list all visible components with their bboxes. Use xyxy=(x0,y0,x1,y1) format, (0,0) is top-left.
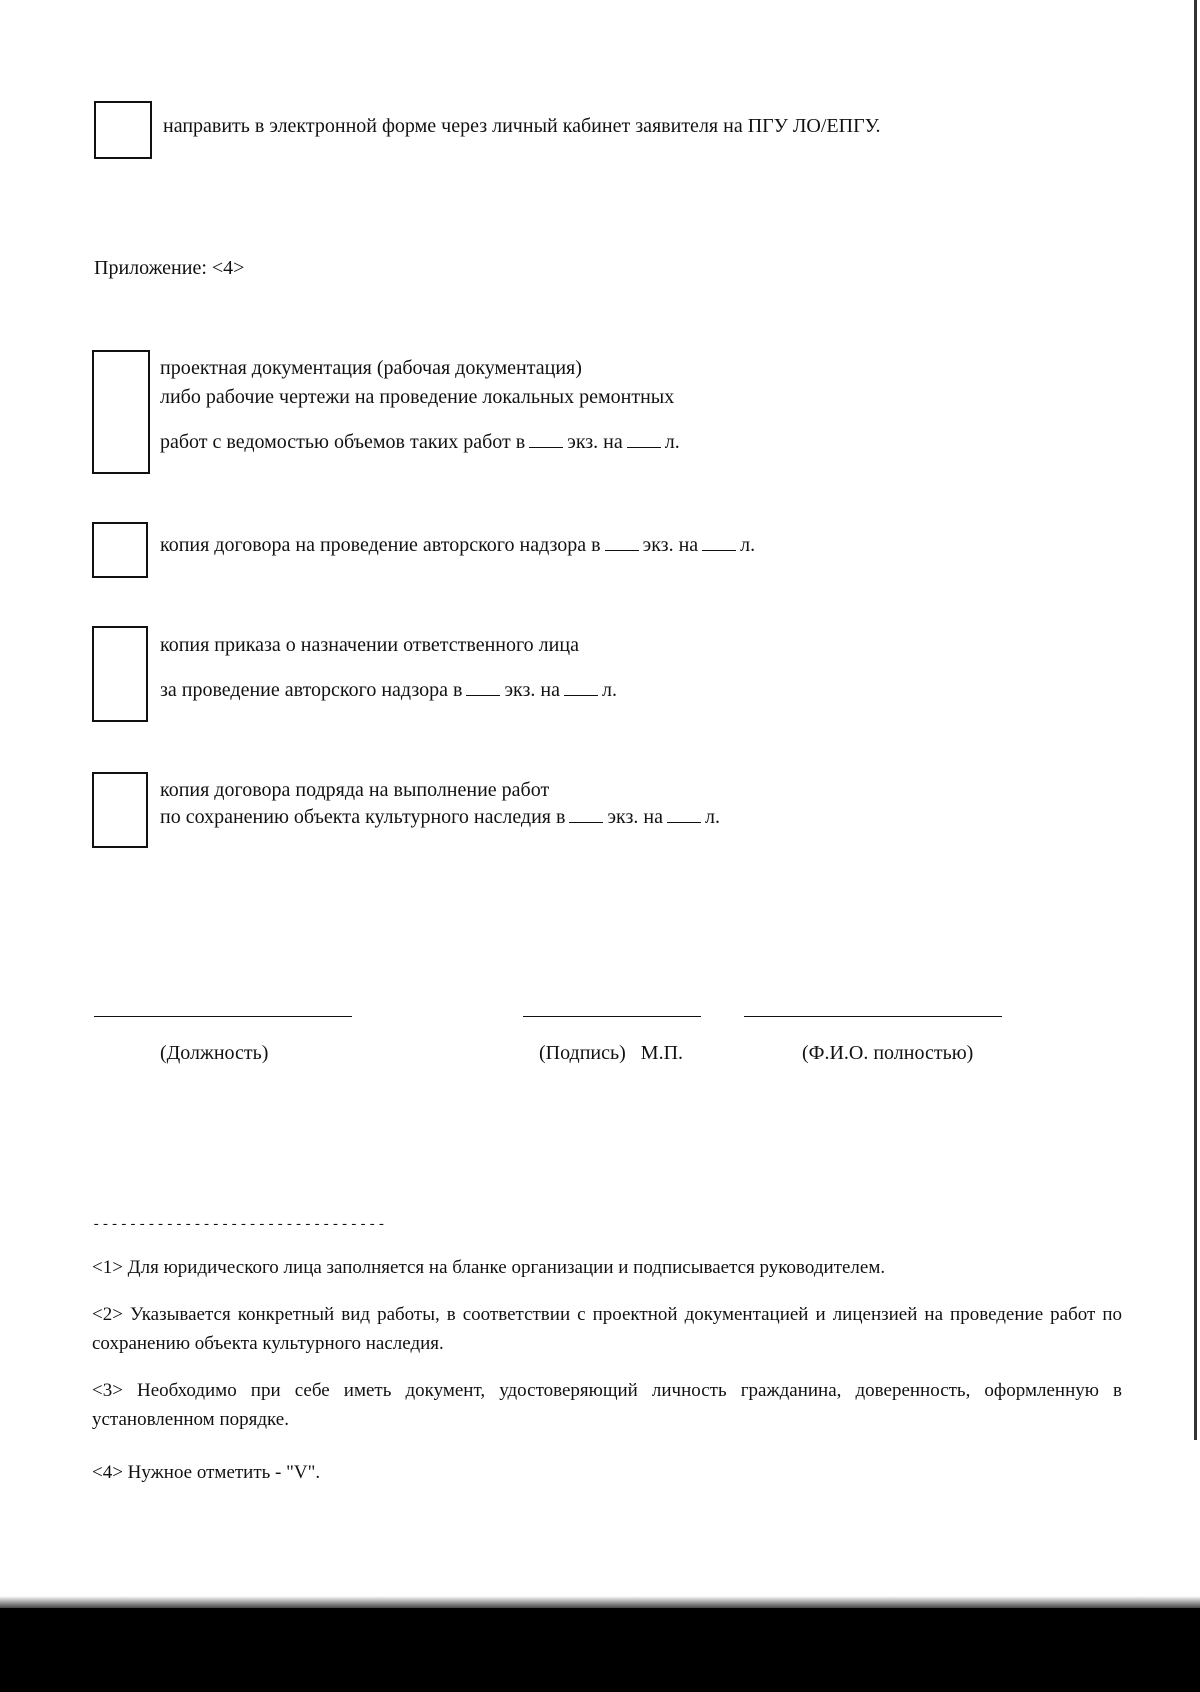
footnote-separator: -------------------------------- xyxy=(92,1217,387,1233)
attachment-checkbox-supervision-contract[interactable] xyxy=(92,522,148,578)
attachment-works-contract-line2 xyxy=(160,804,720,830)
sheets-unit: л. xyxy=(664,431,680,453)
position-caption: (Должность) xyxy=(160,1042,269,1064)
sheets-blank[interactable] xyxy=(627,431,661,448)
sheets-unit: л. xyxy=(740,534,756,556)
attachment-responsible-order-line1: копия приказа о назначении ответственного лица xyxy=(160,634,579,656)
scan-bottom-band xyxy=(0,1608,1200,1692)
delivery-electronic-checkbox[interactable] xyxy=(94,101,152,159)
attachment-project-docs-line2: либо рабочие чертежи на проведение локальных ремонтных xyxy=(160,386,675,408)
scan-edge-shadow xyxy=(1194,0,1197,1440)
footnote-2: <2> Указывается конкретный вид работы, в соответствии с проектной документацией и лицензией на проведение работ по сохранению объекта культурного наследия. xyxy=(92,1304,1122,1355)
attachment-works-contract-prefix: по сохранению объекта культурного наследия в xyxy=(160,806,566,828)
attachment-checkbox-works-contract[interactable] xyxy=(92,772,148,848)
attachment-responsible-order-line2 xyxy=(160,677,617,703)
attachment-checkbox-responsible-order[interactable] xyxy=(92,626,148,722)
attachment-responsible-order-prefix: за проведение авторского надзора в xyxy=(160,679,463,701)
attachment-project-docs-line3 xyxy=(160,429,680,455)
sheets-unit: л. xyxy=(704,806,720,828)
attachment-supervision-contract-prefix: копия договора на проведение авторского надзора в xyxy=(160,534,601,556)
delivery-electronic-label: направить в электронной форме через личный кабинет заявителя на ПГУ ЛО/ЕПГУ. xyxy=(163,115,881,137)
copies-blank[interactable] xyxy=(569,806,603,823)
attachment-project-docs-prefix: работ с ведомостью объемов таких работ в xyxy=(160,431,526,453)
copies-unit: экз. на xyxy=(504,679,560,701)
copies-blank[interactable] xyxy=(466,679,500,696)
attachment-supervision-contract-line1 xyxy=(160,532,755,558)
sheets-unit: л. xyxy=(601,679,617,701)
footnote-4: <4> Нужное отметить - "V". xyxy=(92,1462,321,1483)
sheets-blank[interactable] xyxy=(564,679,598,696)
copies-blank[interactable] xyxy=(605,534,639,551)
signature-line[interactable] xyxy=(523,1016,701,1017)
sheets-blank[interactable] xyxy=(667,806,701,823)
attachment-works-contract-line1: копия договора подряда на выполнение работ xyxy=(160,779,550,801)
full-name-signature-line[interactable] xyxy=(744,1016,1002,1017)
copies-unit: экз. на xyxy=(607,806,663,828)
copies-blank[interactable] xyxy=(529,431,563,448)
seal-label: М.П. xyxy=(640,1042,684,1064)
signature-label: (Подпись) xyxy=(539,1042,626,1064)
footnote-3: <3> Необходимо при себе иметь документ, удостоверяющий личность гражданина, доверенность, оформленную в установленном порядке. xyxy=(92,1380,1122,1431)
signature-caption xyxy=(539,1040,683,1066)
attachments-heading: Приложение: <4> xyxy=(94,257,245,279)
sheets-blank[interactable] xyxy=(702,534,736,551)
footnote-1: <1> Для юридического лица заполняется на бланке организации и подписывается руководителем. xyxy=(92,1257,886,1278)
attachment-checkbox-project-docs[interactable] xyxy=(92,350,150,474)
copies-unit: экз. на xyxy=(642,534,699,556)
full-name-caption: (Ф.И.О. полностью) xyxy=(802,1042,974,1064)
copies-unit: экз. на xyxy=(567,431,623,453)
attachment-project-docs-line1: проектная документация (рабочая документация) xyxy=(160,357,582,379)
position-signature-line[interactable] xyxy=(94,1016,352,1017)
